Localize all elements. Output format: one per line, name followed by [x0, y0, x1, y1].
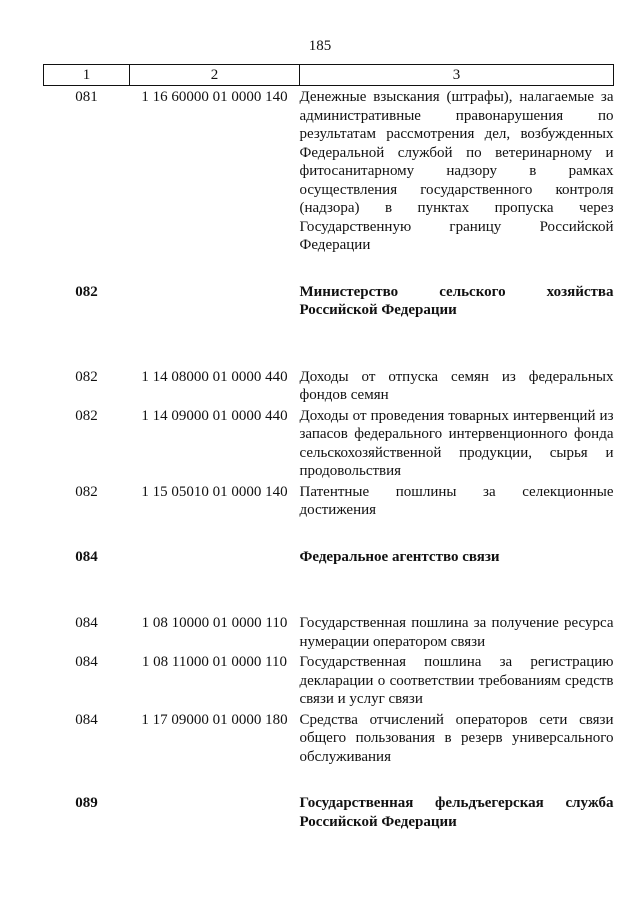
revenue-code-cell	[130, 255, 300, 326]
description-cell: Денежные взыскания (штрафы), налагаемые за административные правонарушения по результатам рассмотрения дел, возбужденных Федеральной службой по ветеринарному и фитосанитарному надзору в рамках осуществления государственного контроля (надзора) в пунктах пропуска через Государственную границу Российской Федерации	[299, 89, 614, 253]
revenue-code-cell	[130, 766, 300, 837]
table-header	[44, 65, 614, 86]
description-cell: Государственная пошлина за получение ресурса нумерации оператором связи	[299, 615, 614, 650]
table-row	[44, 651, 614, 709]
table-row	[44, 709, 614, 767]
admin-code-cell: 082	[75, 407, 98, 424]
section-header-row	[44, 766, 614, 837]
table-row	[44, 405, 614, 481]
table-row	[44, 326, 614, 405]
section-header-row	[44, 520, 614, 573]
admin-code-cell: 082	[75, 368, 98, 385]
agency-name-cell: Министерство сельского хозяйства Российской Федерации	[299, 283, 614, 318]
revenue-code-cell	[130, 520, 300, 573]
revenue-code-table	[43, 64, 614, 837]
description-cell: Патентные пошлины за селекционные достижения	[299, 483, 614, 518]
agency-name-cell: Государственная фельдъегерская служба Российской Федерации	[299, 795, 614, 830]
description-cell: Доходы от отпуска семян из федеральных фондов семян	[299, 368, 614, 403]
column-header-1: 1	[44, 65, 130, 86]
agency-name-cell: Федеральное агентство связи	[299, 548, 500, 565]
table-row	[44, 572, 614, 651]
column-header-3: 3	[300, 65, 614, 86]
admin-code-cell: 084	[75, 654, 98, 670]
table-row	[44, 481, 614, 520]
revenue-code-cell: 1 17 09000 01 0000 180	[141, 711, 288, 728]
column-header-2: 2	[130, 65, 300, 86]
page-number: 185	[308, 38, 332, 54]
revenue-code-cell: 1 16 60000 01 0000 140	[141, 89, 288, 105]
admin-code-cell: 084	[75, 711, 98, 728]
admin-code-cell: 084	[75, 615, 98, 631]
admin-code-cell: 084	[75, 548, 98, 565]
description-cell: Доходы от проведения товарных интервенций из запасов федерального интервенционного фонда сельскохозяйственной продукции, сырья и продовольствия	[299, 407, 614, 479]
description-cell: Государственная пошлина за регистрацию декларации о соответствии требованиям средств связи и услуг связи	[299, 654, 614, 707]
section-header-row	[44, 255, 614, 326]
admin-code-cell: 082	[75, 283, 98, 300]
admin-code-cell: 082	[75, 483, 98, 500]
revenue-code-cell: 1 15 05010 01 0000 140	[141, 483, 288, 500]
revenue-code-cell: 1 08 10000 01 0000 110	[141, 615, 288, 631]
revenue-code-cell: 1 08 11000 01 0000 110	[141, 654, 288, 670]
table-row	[44, 86, 614, 255]
description-cell: Средства отчислений операторов сети связи общего пользования в резерв универсального обслуживания	[299, 711, 614, 765]
table-body	[44, 86, 614, 838]
admin-code-cell: 081	[75, 89, 98, 105]
admin-code-cell: 089	[75, 795, 98, 811]
revenue-code-cell: 1 14 09000 01 0000 440	[141, 407, 288, 424]
revenue-code-cell: 1 14 08000 01 0000 440	[141, 368, 288, 385]
